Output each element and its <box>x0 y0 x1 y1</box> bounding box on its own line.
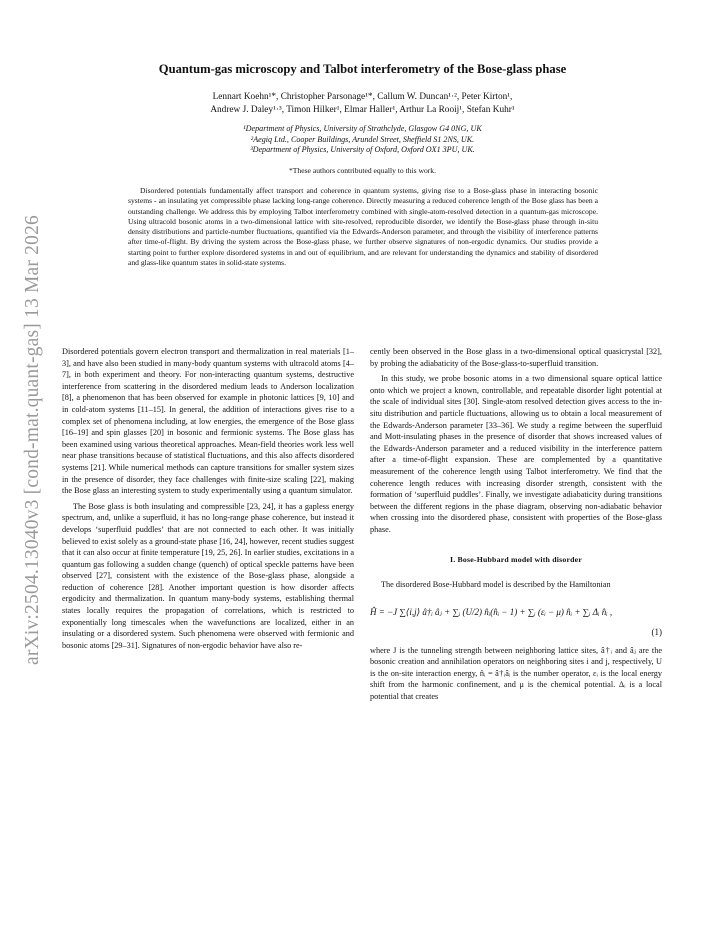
right-column <box>370 346 662 703</box>
author-list <box>90 91 635 116</box>
equal-contribution-note: *These authors contributed equally to this work. <box>289 166 436 175</box>
paper-title: Quantum-gas microscopy and Talbot interferometry of the Bose-glass phase <box>158 62 567 76</box>
author-line-2: Andrew J. Daley¹·³, Timon Hilker¹, Elmar Haller¹, Arthur La Rooij¹, Stefan Kuhr¹ <box>210 104 515 115</box>
equation-body: Ĥ = −J ∑⟨i,j⟩ â†ᵢ âⱼ + ∑ᵢ (U/2) n̂ᵢ(n̂ᵢ − 1) + ∑ᵢ (εᵢ − μ) n̂ᵢ + ∑ᵢ Δᵢ n̂ᵢ , <box>370 606 613 617</box>
intro-paragraph-3: cently been observed in the Bose glass in a two-dimensional optical quasicrystal [32], by probing the adiabaticity of the Bose-glass-to-superfluid transition. <box>370 347 662 368</box>
hamiltonian-equation <box>370 601 662 641</box>
left-column <box>62 346 354 651</box>
model-paragraph-1: The disordered Bose-Hubbard model is described by the Hamiltonian <box>381 580 611 590</box>
affiliation-2: ²Aegiq Ltd., Cooper Buildings, Arundel Street, Sheffield S1 2NS, UK. <box>250 134 475 144</box>
author-line-1: Lennart Koehn¹*, Christopher Parsonage¹*, Callum W. Duncan¹·², Peter Kirton¹, <box>212 92 513 102</box>
arxiv-sidebar-stamp <box>6 200 60 680</box>
abstract-text: Disordered potentials fundamentally affect transport and coherence in quantum systems, giving rise to a Bose-glass phase in interacting bosonic systems - an insulating yet compressible phase lacking long-range coherence. Directly measuring a reduced coherence length of the Bose glass has been a outstanding challenge. We address this by employing Talbot interferometry combined with single-atom-resolved detection in a quantum-gas microscope. Using ultracold bosonic atoms in a two-dimensional lattice with site-resolved, reproducible disorder, we identify the Bose-glass phase through in-situ density distributions and particle-number fluctuations, quantified via the Edwards-Anderson parameter, and through the visibility of interference patterns after time-of-flight. By driving the system across the Bose-glass phase, we further observe signatures of non-ergodic dynamics. Our studies provide a starting point to further explore disordered systems in and out of equilibrium, and are relevant for understanding the dynamics and stability of disordered and glass-like quantum states in solid-state systems. <box>128 186 598 268</box>
affiliations <box>90 124 635 156</box>
intro-paragraph-2: The Bose glass is both insulating and compressible [23, 24], it has a gapless energy spectrum, and, unlike a superfluid, it has no long-range phase coherence, but instead it develops ‘superfluid puddles’ that are not connected to each other. It was initially believed to exist solely as a ground-state phase [16, 24], however, recent studies suggest that it can also occur at finite temperature [19, 25, 26]. In earlier studies, excitations in a quantum gas following a sudden change (quench) of optical speckle patterns have been observed [27], consistent with the existence of the Bose-glass phase, alongside a reduction of coherence [28]. Another important question is how disorder affects ergodicity and thermalization. In quantum many-body systems, establishing thermal states locally requires the propagation of correlations, which is restricted to exponentially long timescales when the wavefunctions are localized, either in an insulating or a disordered system. Such phenomena were observed with fermionic and bosonic atoms [29–31]. Signatures of non-ergodic behavior have also re- <box>62 501 354 650</box>
affiliation-1: ¹Department of Physics, University of Strathclyde, Glasgow G4 0NG, UK <box>243 124 482 133</box>
model-paragraph-2: where J is the tunneling strength between neighboring lattice sites, â†ᵢ and âⱼ are the bosonic creation and annihilation operators on neighboring sites i and j, respectively, U is the on-site interaction energy, n̂ᵢ = â†ᵢâᵢ is the number operator, εᵢ is the local energy shift from the harmonic confinement, and μ is the chemical potential. Δᵢ is a local potential that creates <box>370 645 662 702</box>
arxiv-identifier: arXiv:2504.13040v3 [cond-mat.quant-gas] 13 Mar 2026 <box>22 215 43 665</box>
intro-paragraph-1: Disordered potentials govern electron transport and thermalization in real materials [1–3], and have also been studied in many-body quantum systems with ultracold atoms [4–7], in both experiment and theory. For non-interacting quantum systems, destructive interference from scattering in the disordered medium leads to Anderson localization [8], a phenomenon that has been observed for example in photonic lattices [9, 10] and in cold-atom systems [11–15]. In general, the addition of interactions gives rise to a complex set of phenomena including, at low energies, the emergence of the Bose glass [16–19] and spin glasses [20] in bosonic and fermionic systems. The Bose glass has been examined using various theoretical approaches. Mean-field theories work less well near phase transitions because of statistical fluctuations, and this also affects disordered systems [21]. While numerical methods can capture transitions for smaller system sizes in the presence of disorder, they face challenges with finite-size scaling [22], making the Bose glass an interesting system to study experimentally using a quantum simulator. <box>62 347 354 496</box>
intro-paragraph-4: In this study, we probe bosonic atoms in a two dimensional square optical lattice onto which we project a known, controllable, and repeatable disorder light potential at the scale of individual sites [30]. Single-atom resolved detection gives access to the in-situ distribution and particle fluctuations, allowing us to obtain a local measurement of the Edwards-Anderson parameter [33–36]. We study a regime between the superfluid and Mott-insulating phases in the presence of disorder that shows increased values of the Edwards-Anderson parameter and a reduced visibility in the interference pattern after a time-of-flight expansion. These are complemented by a quantitative measurement of the coherence length using Talbot interferometry. We find that the coherence length reduces with increasing disorder strength, consistent with the formation of ‘superfluid puddles’. Finally, we investigate adiabaticity during transitions between the different regions in the phase diagram, observing non-adiabatic behavior when crossing into the disordered phase, consistent with properties of the Bose-glass phase. <box>370 374 662 534</box>
affiliation-3: ³Department of Physics, University of Oxford, Oxford OX1 3PU, UK. <box>250 145 475 155</box>
section-heading: I. Bose-Hubbard model with disorder <box>450 554 582 564</box>
abstract <box>128 186 598 268</box>
equation-number: (1) <box>651 626 662 637</box>
